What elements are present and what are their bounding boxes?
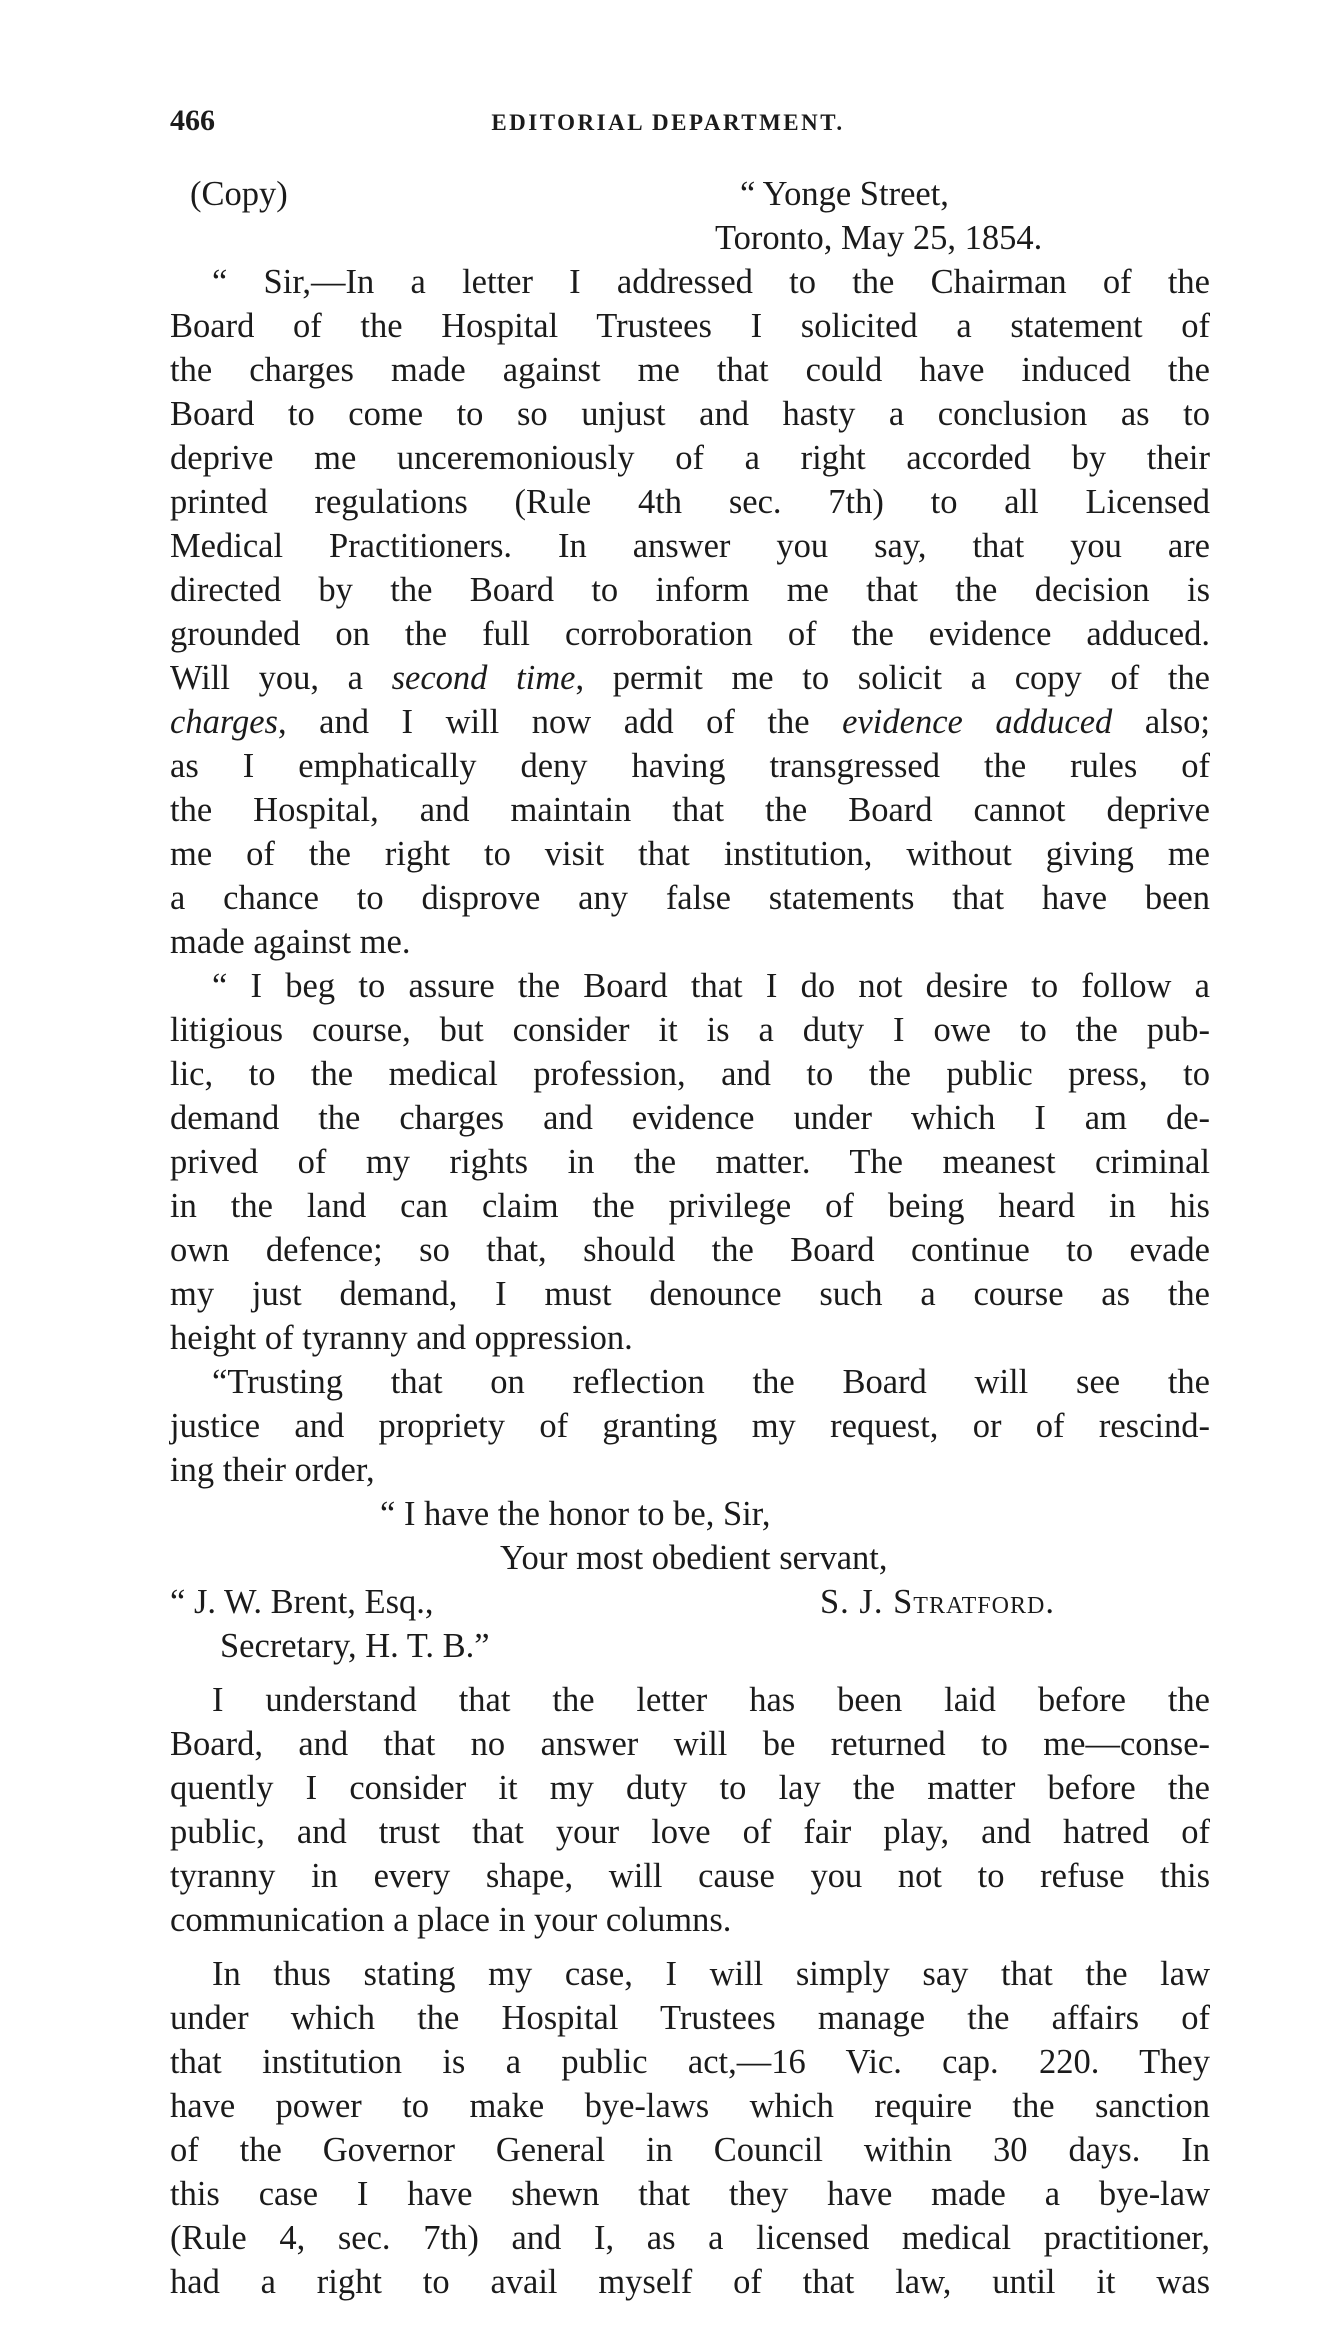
text-span: , and I will now add of the (277, 703, 843, 741)
text-line: a chance to disprove any false statements that have been (170, 879, 1210, 917)
address-street: “ Yonge Street, (740, 175, 949, 213)
italic-phrase: second time (391, 659, 576, 697)
page-number: 466 (170, 104, 215, 137)
text-line: Board to come to so unjust and hasty a conclusion as to (170, 395, 1210, 433)
text-line: (Rule 4, sec. 7th) and I, as a licensed medical practitioner, (170, 2219, 1210, 2257)
letter-heading-line (170, 172, 1210, 216)
text-line: own defence; so that, should the Board continue to evade (170, 1231, 1210, 1269)
text-line: have power to make bye-laws which require the sanction (170, 2087, 1210, 2125)
text-line: me of the right to visit that institution, without giving me (170, 835, 1210, 873)
text-line: the charges made against me that could have induced the (170, 351, 1210, 389)
recipient-title: Secretary, H. T. B.” (220, 1627, 490, 1665)
text-line: grounded on the full corroboration of the evidence adduced. (170, 615, 1210, 653)
text-span: , permit me to solicit a copy of the (575, 659, 1210, 697)
text-line: directed by the Board to inform me that the decision is (170, 571, 1210, 609)
text-line: communication a place in your columns. (170, 1901, 732, 1939)
text-line: I understand that the letter has been laid before the (212, 1681, 1210, 1719)
text-line: Board of the Hospital Trustees I solicited a statement of (170, 307, 1210, 345)
text-line: deprive me unceremoniously of a right accorded by their (170, 439, 1210, 477)
commentary-paragraph-1 (170, 1678, 1210, 1942)
commentary-paragraph-2 (170, 1952, 1210, 2304)
letter-paragraph-3 (170, 1360, 1210, 1492)
text-line: made against me. (170, 923, 411, 961)
text-line: lic, to the medical profession, and to the public press, to (170, 1055, 1210, 1093)
text-line: of the Governor General in Council within 30 days. In (170, 2131, 1210, 2169)
text-span: also; (1112, 703, 1210, 741)
signature: S. J. Stratford. (820, 1583, 1055, 1621)
recipient-name: “ J. W. Brent, Esq., (170, 1583, 434, 1621)
text-line: the Hospital, and maintain that the Board cannot deprive (170, 791, 1210, 829)
text-line: justice and propriety of granting my request, or of rescind- (170, 1407, 1210, 1445)
text-line: that institution is a public act,—16 Vic. cap. 220. They (170, 2043, 1210, 2081)
running-title: EDITORIAL DEPARTMENT. (491, 110, 845, 135)
text-line: had a right to avail myself of that law, until it was (170, 2263, 1210, 2301)
closing-line: “ I have the honor to be, Sir, (380, 1495, 771, 1533)
text-line: public, and trust that your love of fair play, and hatred of (170, 1813, 1210, 1851)
text-line: litigious course, but consider it is a duty I owe to the pub- (170, 1011, 1210, 1049)
text-line: Board, and that no answer will be returned to me—conse- (170, 1725, 1210, 1763)
text-line: in the land can claim the privilege of being heard in his (170, 1187, 1210, 1225)
letter-paragraph-2 (170, 964, 1210, 1360)
signature-line (170, 1580, 1210, 1624)
text-line: quently I consider it my duty to lay the matter before the (170, 1769, 1210, 1807)
text-line: under which the Hospital Trustees manage the affairs of (170, 1999, 1210, 2037)
text-line: Medical Practitioners. In answer you say, that you are (170, 527, 1210, 565)
text-line: “ Sir,—In a letter I addressed to the Chairman of the (212, 263, 1210, 301)
text-line: demand the charges and evidence under which I am de- (170, 1099, 1210, 1137)
closing-line: Your most obedient servant, (500, 1539, 888, 1577)
page-header (170, 104, 1166, 144)
italic-phrase: evidence adduced (842, 703, 1113, 741)
letter-paragraph-1 (170, 260, 1210, 964)
body-text (170, 172, 1210, 2304)
text-line: printed regulations (Rule 4th sec. 7th) to all Licensed (170, 483, 1210, 521)
text-line: as I emphatically deny having transgressed the rules of (170, 747, 1210, 785)
text-line: height of tyranny and oppression. (170, 1319, 633, 1357)
address-date: Toronto, May 25, 1854. (715, 219, 1043, 257)
text-span: Will you, a (170, 659, 392, 697)
text-line: my just demand, I must denounce such a course as the (170, 1275, 1210, 1313)
text-line (170, 700, 1210, 744)
text-line: “ I beg to assure the Board that I do not desire to follow a (212, 967, 1210, 1005)
text-line: In thus stating my case, I will simply say that the law (212, 1955, 1210, 1993)
text-line: tyranny in every shape, will cause you not to refuse this (170, 1857, 1210, 1895)
text-line: “Trusting that on reflection the Board will see the (212, 1363, 1210, 1401)
text-line (170, 656, 1210, 700)
italic-phrase: charges (170, 703, 278, 741)
copy-label: (Copy) (190, 175, 288, 213)
text-line: ing their order, (170, 1451, 375, 1489)
text-line: prived of my rights in the matter. The meanest criminal (170, 1143, 1210, 1181)
text-line: this case I have shewn that they have made a bye-law (170, 2175, 1210, 2213)
